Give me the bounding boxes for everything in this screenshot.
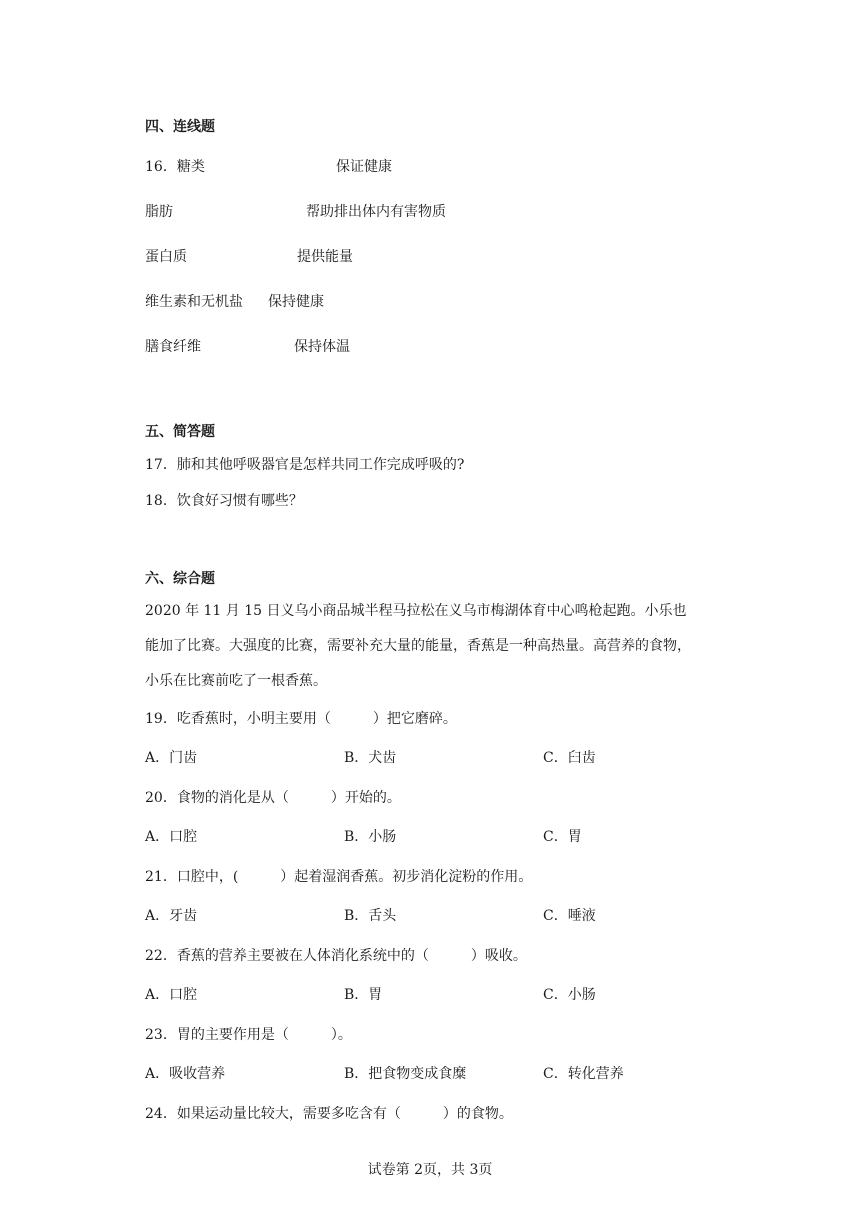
option-b: B．犬齿 — [344, 750, 397, 766]
passage-line: 小乐在比赛前吃了一根香蕉。 — [145, 673, 327, 689]
option-c: C．胃 — [543, 829, 582, 845]
option-b: B．胃 — [344, 987, 383, 1003]
question-20: 20．食物的消化是从（ ）开始的。 — [145, 790, 401, 806]
question-19: 19．吃香蕉时，小明主要用（ ）把它磨碎。 — [145, 711, 457, 727]
match-right-item: 保持体温 — [294, 339, 350, 355]
match-right-item: 保证健康 — [336, 159, 392, 175]
option-a: A．牙齿 — [145, 908, 198, 924]
match-right-item: 提供能量 — [297, 249, 353, 265]
option-c: C．转化营养 — [543, 1066, 624, 1082]
question-17: 17．肺和其他呼吸器官是怎样共同工作完成呼吸的? — [145, 457, 465, 473]
page-footer: 试卷第 2页，共 3页 — [367, 1162, 493, 1178]
option-c: C．臼齿 — [543, 750, 596, 766]
question-18: 18．饮食好习惯有哪些？ — [145, 493, 303, 509]
option-a: A．吸收营养 — [145, 1066, 226, 1082]
match-left-item: 脂肪 — [145, 204, 173, 220]
section-heading-short-answer: 五、简答题 — [145, 424, 215, 440]
passage-line: 能加了比赛。大强度的比赛，需要补充大量的能量，香蕉是一种高热量。高营养的食物， — [145, 638, 691, 654]
question-22: 22．香蕉的营养主要被在人体消化系统中的（ ）吸收。 — [145, 948, 527, 964]
question-24: 24．如果运动量比较大，需要多吃含有（ ）的食物。 — [145, 1106, 513, 1122]
option-c: C．唾液 — [543, 908, 596, 924]
question-23: 23．胃的主要作用是（ ）。 — [145, 1027, 352, 1043]
option-b: B．小肠 — [344, 829, 397, 845]
section-heading-comprehensive: 六、综合题 — [145, 571, 215, 587]
passage-line: 2020 年 11 月 15 日义乌小商品城半程马拉松在义乌市梅湖体育中心鸣枪起跑。小乐也 — [145, 603, 687, 619]
match-left-item: 膳食纤维 — [145, 339, 201, 355]
question-21: 21．口腔中，( ）起着湿润香蕉。初步消化淀粉的作用。 — [145, 869, 533, 885]
section-heading-matching: 四、连线题 — [145, 119, 215, 135]
option-b: B．把食物变成食糜 — [344, 1066, 467, 1082]
option-a: A．口腔 — [145, 987, 198, 1003]
option-a: A．口腔 — [145, 829, 198, 845]
match-left-item: 维生素和无机盐 — [145, 294, 243, 310]
match-left-item: 16．糖类 — [145, 159, 205, 175]
match-right-item: 保持健康 — [268, 294, 324, 310]
match-right-item: 帮助排出体内有害物质 — [306, 204, 446, 220]
option-a: A．门齿 — [145, 750, 198, 766]
passage — [145, 594, 725, 699]
option-b: B．舌头 — [344, 908, 397, 924]
option-c: C．小肠 — [543, 987, 596, 1003]
match-left-item: 蛋白质 — [145, 249, 187, 265]
